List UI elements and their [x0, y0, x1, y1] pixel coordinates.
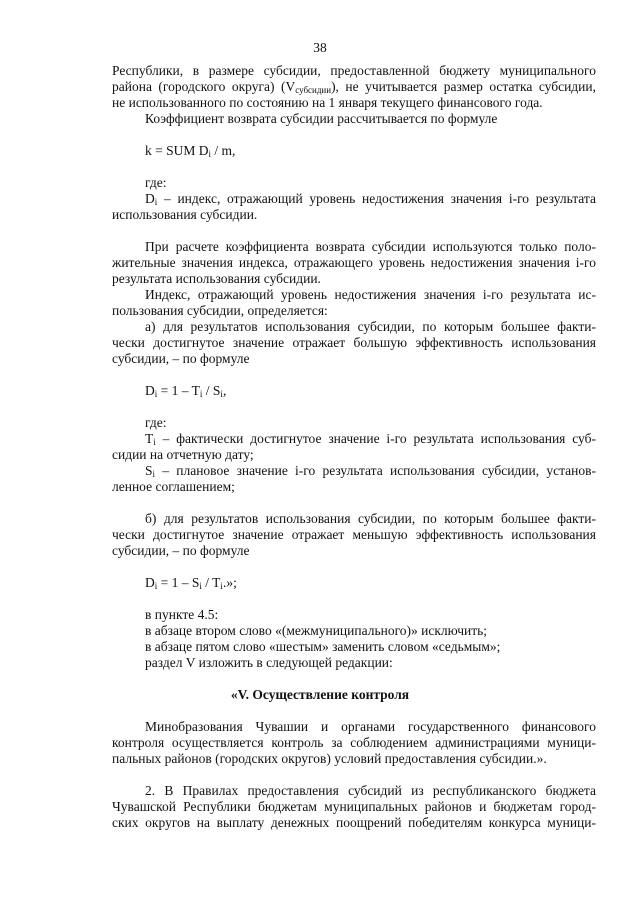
text-fragment: D: [145, 191, 155, 206]
subscript: i: [220, 581, 223, 591]
text-line: где:: [145, 175, 167, 190]
formula: [145, 143, 235, 162]
formula-part: ,: [222, 383, 227, 398]
text-line: результата использования субсидии.: [112, 271, 321, 286]
text-fragment: – фактически достигнутое значение i-го результата использования суб-: [155, 431, 596, 446]
subscript: i: [220, 389, 223, 399]
text-line: контроля осуществляется контроль за соблюдением администрациями муници-: [112, 735, 596, 750]
text-line: сидии на отчетную дату;: [112, 447, 254, 462]
text-line: 2. В Правилах предоставления субсидий из республиканского бюджета: [145, 783, 596, 798]
text-line: пользования субсидии, определяется:: [112, 303, 328, 318]
subscript: i: [154, 197, 158, 207]
text-line: Чувашской Республики бюджетам муниципальных районов и бюджетам город-: [112, 799, 596, 814]
text-line: При расчете коэффициента возврата субсидии используются только поло-: [145, 239, 596, 254]
text-line: чески достигнутое значение отражает большую эффективность использования: [112, 335, 596, 350]
text-line: чески достигнутое значение отражает меньшую эффективность использования: [112, 527, 596, 542]
subscript: i: [154, 581, 158, 591]
formula-part: = 1 – T: [157, 383, 200, 398]
formula-part: .»;: [222, 575, 237, 590]
text-line: использования субсидии.: [112, 207, 258, 222]
section-heading: «V. Осуществление контроля: [230, 687, 410, 702]
subscript: i: [152, 469, 156, 479]
formula-part: / T: [201, 575, 221, 590]
text-line: пальных районов (городских округов) условий предоставления субсидии.».: [112, 751, 547, 766]
text-fragment: S: [145, 463, 153, 478]
text-line: Республики, в размере субсидии, предоставленной бюджету муниципального: [112, 63, 596, 78]
page-number: 38: [313, 40, 327, 55]
formula-part: k = SUM D: [145, 143, 209, 158]
text-line: где:: [145, 415, 167, 430]
subscript: i: [199, 389, 203, 399]
text-fragment: ), не учитывается размер остатка субсидии,: [331, 79, 596, 94]
subscript: i: [153, 437, 156, 447]
text-line: в абзаце втором слово «(межмуниципального)» исключить;: [145, 623, 488, 638]
text-line: б) для результатов использования субсидии, по которым большее факти-: [145, 511, 596, 526]
formula: [145, 383, 226, 402]
subscript: i: [199, 581, 202, 591]
text-fragment: – плановое значение i-го результата использования субсидии, установ-: [155, 463, 596, 478]
text-line: а) для результатов использования субсидии, по которым большее факти-: [145, 319, 596, 334]
text-line: ских округов на выплату денежных поощрений победителям конкурса муници-: [112, 815, 596, 830]
text-line: в абзаце пятом слово «шестым» заменить словом «седьмым»;: [145, 639, 501, 654]
formula-part: / S: [202, 383, 221, 398]
formula-part: / m,: [211, 143, 236, 158]
text-fragment: – индекс, отражающий уровень недостижения значения i-го результата: [157, 191, 596, 206]
text-line: Коэффициент возврата субсидии рассчитывается по формуле: [145, 111, 498, 126]
text-fragment: T: [145, 431, 154, 446]
text-line: раздел V изложить в следующей редакции:: [145, 655, 393, 670]
text-line: Индекс, отражающий уровень недостижения значения i-го результата ис-: [145, 287, 596, 302]
text-line: не использованного по состоянию на 1 января текущего финансового года.: [112, 95, 543, 110]
subscript: i: [208, 149, 212, 159]
formula-part: = 1 – S: [157, 575, 200, 590]
formula: [145, 575, 237, 594]
text-line: ленное соглашением;: [112, 479, 235, 494]
formula-part: D: [145, 575, 155, 590]
subscript: субсидии: [295, 85, 332, 95]
text-line: субсидии, – по формуле: [112, 351, 250, 366]
text-line: в пункте 4.5:: [145, 607, 219, 622]
formula-part: D: [145, 383, 155, 398]
text-line: субсидии, – по формуле: [112, 543, 250, 558]
text-line: Минобразования Чувашии и органами государственного финансового: [145, 719, 596, 734]
text-line: жительные значения индекса, отражающего уровень недостижения значения i-го: [112, 255, 596, 270]
text-fragment: района (городского округа) (V: [112, 79, 296, 94]
subscript: i: [154, 389, 158, 399]
